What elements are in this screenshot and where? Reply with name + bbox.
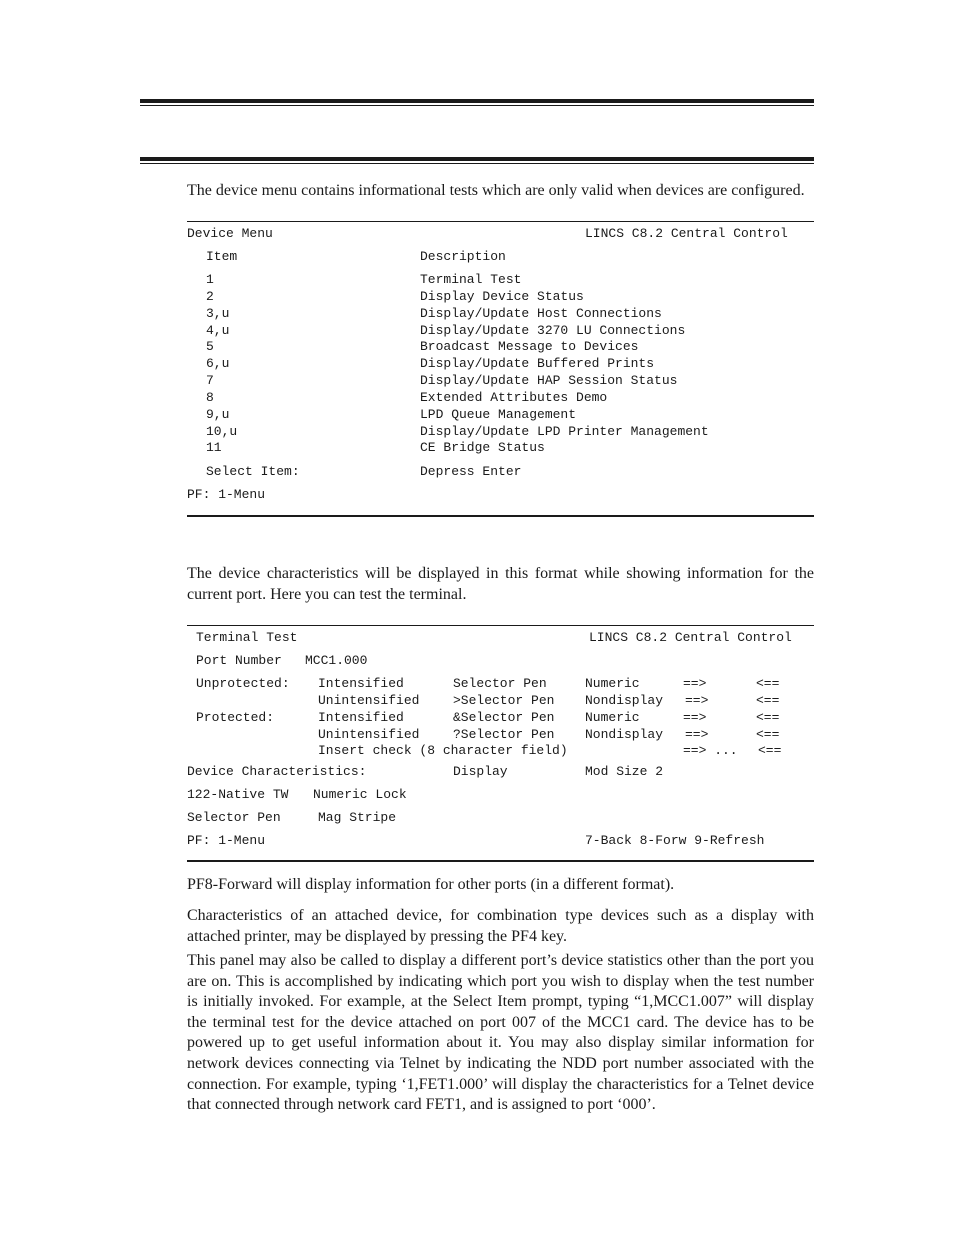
field-selector: >Selector Pen bbox=[453, 693, 555, 708]
menu-item-description: Display/Update Host Connections bbox=[420, 306, 662, 321]
field-selector: ?Selector Pen bbox=[453, 727, 555, 742]
menu-item-number: 6,u bbox=[206, 356, 230, 371]
select-item-label: Select Item: bbox=[206, 464, 300, 479]
device-characteristics-display: Display bbox=[453, 764, 508, 779]
menu-item-number: 9,u bbox=[206, 407, 230, 422]
pf-menu-key[interactable]: PF: 1-Menu bbox=[187, 833, 266, 848]
device-menu-frame-bottom bbox=[187, 515, 814, 517]
menu-item-description: Display Device Status bbox=[420, 289, 584, 304]
terminal-test-title: Terminal Test bbox=[196, 630, 298, 645]
field-start-marker: ==> bbox=[683, 710, 707, 725]
field-start-marker: ==> bbox=[683, 676, 707, 691]
col-desc-header: Description bbox=[420, 249, 506, 264]
menu-item-number: 10,u bbox=[206, 424, 238, 439]
menu-item-description: LPD Queue Management bbox=[420, 407, 577, 422]
device-characteristics-label: Device Characteristics: bbox=[187, 764, 367, 779]
insert-check-label: Insert check (8 character field) bbox=[318, 743, 568, 758]
menu-item-number: 4,u bbox=[206, 323, 230, 338]
field-end-marker: <== bbox=[756, 676, 780, 691]
field-intensity: Unintensified bbox=[318, 693, 420, 708]
menu-item-description: Terminal Test bbox=[420, 272, 522, 287]
numeric-lock: Numeric Lock bbox=[313, 787, 407, 802]
section-rule-thin bbox=[140, 163, 814, 164]
field-intensity: Unintensified bbox=[318, 727, 420, 742]
terminal-test-system: LINCS C8.2 Central Control bbox=[589, 630, 792, 645]
device-characteristics-mod: Mod Size 2 bbox=[585, 764, 664, 779]
header-rule-thick bbox=[140, 99, 814, 103]
field-start-marker: ==> bbox=[685, 693, 709, 708]
field-end-marker: <== bbox=[756, 727, 780, 742]
field-type: Numeric bbox=[585, 676, 640, 691]
menu-item-description: CE Bridge Status bbox=[420, 440, 545, 455]
menu-item-number: 2 bbox=[206, 289, 214, 304]
section-rule-thick bbox=[140, 157, 814, 161]
terminal-test-intro: The device characteristics will be displayed in this format while showing information for the current port. Here you can test the terminal. bbox=[187, 565, 814, 603]
terminal-test-frame-top bbox=[187, 625, 814, 626]
menu-item-number: 3,u bbox=[206, 306, 230, 321]
mag-stripe-feature: Mag Stripe bbox=[318, 810, 397, 825]
selector-pen-feature: Selector Pen bbox=[187, 810, 281, 825]
pf-navigation-keys[interactable]: 7-Back 8-Forw 9-Refresh bbox=[585, 833, 765, 848]
pf-menu-key[interactable]: PF: 1-Menu bbox=[187, 487, 266, 502]
device-menu-frame-top bbox=[187, 221, 814, 222]
pf8-paragraph: PF8-Forward will display information for other ports (in a different format). bbox=[187, 876, 675, 893]
field-intensity: Intensified bbox=[318, 710, 404, 725]
menu-item-description: Display/Update LPD Printer Management bbox=[420, 424, 709, 439]
field-start-marker: ==> bbox=[685, 727, 709, 742]
menu-item-number: 11 bbox=[206, 440, 222, 455]
native-mode: 122-Native TW bbox=[187, 787, 289, 802]
intro-paragraph: The device menu contains informational tests which are only valid when devices are configured. bbox=[187, 182, 805, 199]
menu-item-number: 8 bbox=[206, 390, 214, 405]
menu-item-description: Display/Update 3270 LU Connections bbox=[420, 323, 686, 338]
menu-item-description: Extended Attributes Demo bbox=[420, 390, 608, 405]
protected-label: Protected: bbox=[196, 710, 275, 725]
port-number-value: MCC1.000 bbox=[305, 653, 368, 668]
insert-check-field[interactable]: ==> ... bbox=[683, 743, 738, 758]
menu-item-description: Display/Update HAP Session Status bbox=[420, 373, 678, 388]
field-type: Nondisplay bbox=[585, 727, 664, 742]
menu-item-description: Display/Update Buffered Prints bbox=[420, 356, 655, 371]
field-selector: Selector Pen bbox=[453, 676, 547, 691]
other-port-paragraph: This panel may also be called to display a different port’s device statistics other than the port you are on. This is accomplished by indicating which port you wish to display when the test number is initially invoked. For example, at the Select Item prompt, typing “1,MCC1.007” will display the terminal test for the device attached on port 007 of the MCC1 card. The device has to be powered up to get useful information about it. You may also display similar information for network devices connecting via Telnet by indicating the NDD port number associated with the connection. For example, typing ‘1,FET1.000’ will display the characteristics for a Telnet device that connected through network card FET1, and is assigned to port ‘000’. bbox=[187, 952, 814, 1114]
port-number-label: Port Number bbox=[196, 653, 282, 668]
device-menu-title: Device Menu bbox=[187, 226, 273, 241]
field-type: Numeric bbox=[585, 710, 640, 725]
col-item-header: Item bbox=[206, 249, 238, 264]
header-rule-thin bbox=[140, 105, 814, 106]
unprotected-label: Unprotected: bbox=[196, 676, 290, 691]
pf4-paragraph: Characteristics of an attached device, for combination type devices such as a display with attached printer, may be displayed by pressing the PF4 key. bbox=[187, 907, 814, 945]
menu-item-number: 5 bbox=[206, 339, 214, 354]
field-intensity: Intensified bbox=[318, 676, 404, 691]
device-menu-system: LINCS C8.2 Central Control bbox=[585, 226, 788, 241]
field-end-marker: <== bbox=[756, 693, 780, 708]
terminal-test-frame-bottom bbox=[187, 860, 814, 862]
menu-item-number: 7 bbox=[206, 373, 214, 388]
field-selector: &Selector Pen bbox=[453, 710, 555, 725]
menu-item-description: Broadcast Message to Devices bbox=[420, 339, 639, 354]
field-end-marker: <== bbox=[756, 710, 780, 725]
menu-item-number: 1 bbox=[206, 272, 214, 287]
select-item-hint: Depress Enter bbox=[420, 464, 522, 479]
insert-check-end: <== bbox=[758, 743, 782, 758]
field-type: Nondisplay bbox=[585, 693, 664, 708]
